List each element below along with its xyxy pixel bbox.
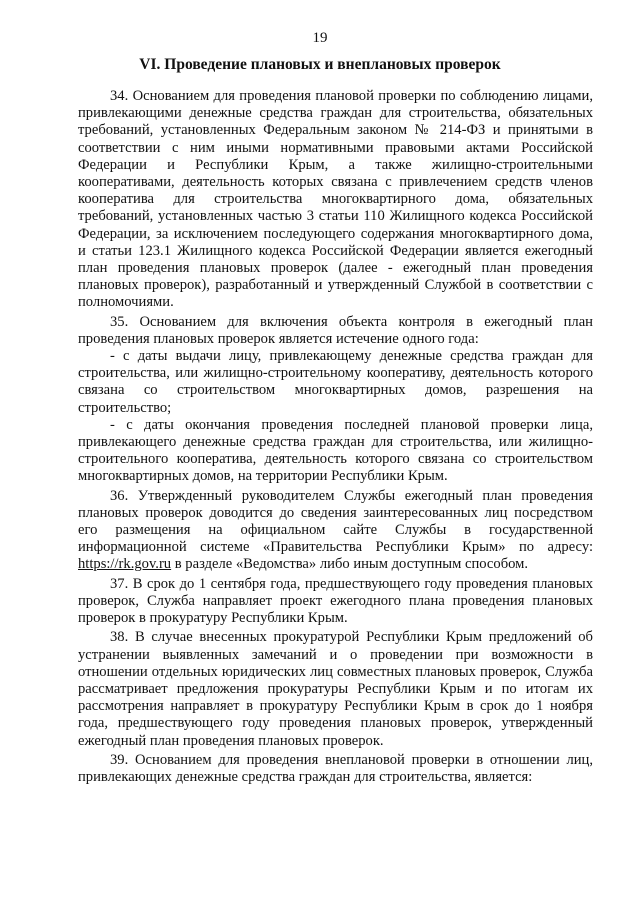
- paragraph-38: 38. В случае внесенных прокуратурой Республики Крым предложений об устранении выявленных замечаний и о проведении при возможности в отношении отдельных юридических лиц совместных плановых проверок, Служба рассматривает предложения прокуратуры Республики Крым и по итогам их рассмотрения направляет в прокуратуру Республики Крым в срок до 1 ноября года, предшествующего году проведения плановых проверок, утвержденный ежегодный план проведения плановых проверок.: [78, 629, 593, 749]
- paragraph-34: 34. Основанием для проведения плановой проверки по соблюдению лицами, привлекающими денежные средства граждан для строительства, обязательных требований, установленных Федеральным законом № 214-ФЗ и принятыми в соответствии с ним иными нормативными правовыми актами Российской Федерации и Республики Крым, а также жилищно-строительными кооперативами, деятельность которых связана с привлечением средств членов кооператива для строительства многоквартирного дома, обязательных требований, установленных частью 3 статьи 110 Жилищного кодекса Российской Федерации, за исключением последующего содержания многоквартирного дома, и статьи 123.1 Жилищного кодекса Российской Федерации является ежегодный план проведения плановых проверок (далее - ежегодный план проведения плановых проверок), разработанный и утвержденный Службой в соответствии с полномочиями.: [78, 88, 593, 311]
- paragraph-37: 37. В срок до 1 сентября года, предшествующего году проведения плановых проверок, Служба направляет проект ежегодного плана проведения плановых проверок в прокуратуру Республики Крым.: [78, 575, 593, 627]
- paragraph-36: [78, 488, 593, 574]
- paragraph-36-text-end: в разделе «Ведомства» либо иным доступным способом.: [171, 556, 529, 573]
- document-body: [78, 88, 593, 788]
- paragraph-35-item-2: - с даты окончания проведения последней плановой проверки лица, привлекающего денежные средства граждан для строительства, или жилищно-строительного кооператива, деятельность которого связана со строительством многоквартирных домов, на территории Республики Крым.: [78, 416, 593, 485]
- paragraph-35: 35. Основанием для включения объекта контроля в ежегодный план проведения плановых проверок является истечение одного года:: [78, 313, 593, 347]
- paragraph-36-text-start: 36. Утвержденный руководителем Службы ежегодный план проведения плановых проверок доводится до сведения заинтересованных лиц посредством его размещения на официальном сайте Службы в государственной информационной системе «Правительства Республики Крым» по адресу:: [78, 487, 593, 556]
- paragraph-35-item-1: - с даты выдачи лицу, привлекающему денежные средства граждан для строительства, или жилищно-строительному кооперативу, деятельность которого связана со строительством многоквартирных домов, разрешения на строительство;: [78, 348, 593, 416]
- paragraph-39: 39. Основанием для проведения внеплановой проверки в отношении лиц, привлекающих денежные средства граждан для строительства, является:: [78, 751, 593, 785]
- section-title: VI. Проведение плановых и внеплановых проверок: [139, 56, 501, 73]
- page-number: 19: [312, 30, 328, 46]
- website-link[interactable]: https://rk.gov.ru: [78, 556, 172, 573]
